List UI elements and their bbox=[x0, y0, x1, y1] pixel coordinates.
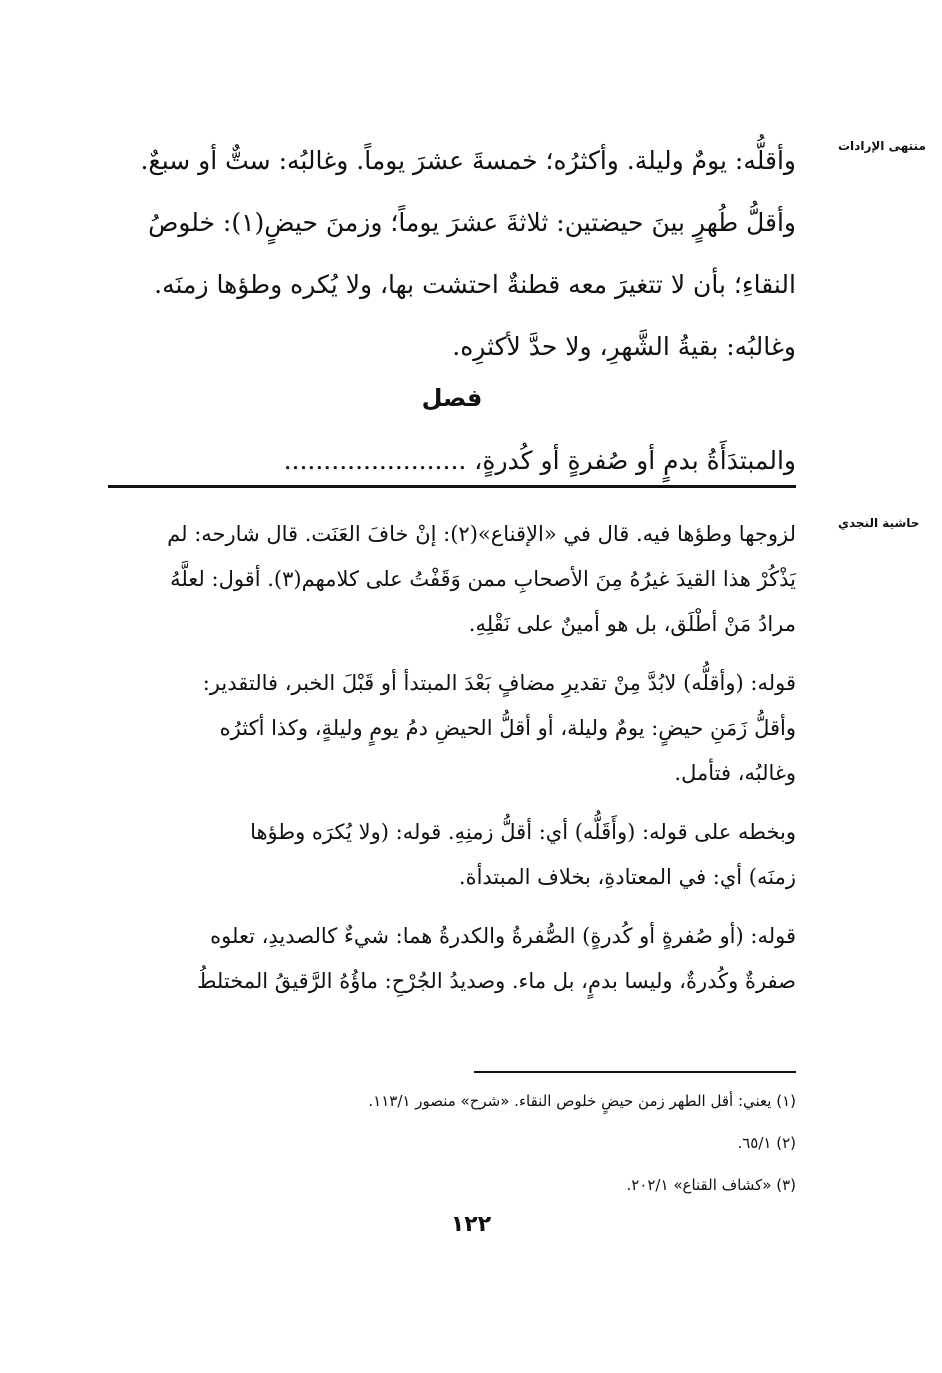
hashiya-paragraph bbox=[108, 914, 796, 1004]
hashiya-line: لزوجها وطؤها فيه. قال في «الإقناع»(٢): إنْ خافَ العَنَت. قال شارحه: لم bbox=[167, 522, 796, 546]
footnote: (٣) «كشاف القناع» ٢٠٢/١. bbox=[626, 1176, 796, 1194]
hashiya-paragraph bbox=[108, 661, 796, 796]
hashiya-paragraph bbox=[108, 512, 796, 647]
hashiya-line: وبخطه على قوله: (وأَقَلُّه) أي: أقلُّ زمنِهِ. قوله: (ولا يُكرَه وطؤها bbox=[250, 820, 796, 844]
matn-line: وغالبُه: بقيةُ الشَّهرِ، ولا حدَّ لأكثرِه. bbox=[452, 332, 796, 361]
matn-line: وأقلُّه: يومٌ وليلة. وأكثرُه؛ خمسةَ عشرَ يوماً. وغالبُه: ستٌّ أو سبعٌ. bbox=[140, 146, 796, 175]
hashiya-line: قوله: (أو صُفرةٍ أو كُدرةٍ) الصُّفرةُ والكدرةُ هما: شيءٌ كالصديدِ، تعلوه bbox=[210, 924, 796, 948]
hashiya-line: قوله: (وأقلُّه) لابُدَّ مِنْ تقديرِ مضافٍ بَعْدَ المبتدأ أو قَبْلَ الخبر، فالتقدير: bbox=[202, 671, 796, 695]
section-divider bbox=[108, 485, 796, 488]
matn-line: والمبتدَأَةُ بدمٍ أو صُفرةٍ أو كُدرةٍ، ....................... bbox=[283, 446, 796, 475]
matn-text bbox=[108, 130, 796, 378]
hashiya-paragraph bbox=[108, 810, 796, 900]
matn-line: النقاءِ؛ بأن لا تتغيرَ معه قطنةٌ احتشت بها، ولا يُكره وطؤها زمنَه. bbox=[154, 270, 796, 299]
hashiya-line: صفرةٌ وكُدرةٌ، وليسا بدمٍ، بل ماء. وصديدُ الجُرْحِ: ماؤُهُ الرَّقيقُ المختلطُ bbox=[196, 969, 796, 993]
hashiya-line: زمنَه) أي: في المعتادةِ، بخلاف المبتدأة. bbox=[458, 865, 796, 889]
hashiya-line: وأقلُّ زَمَنِ حيضٍ: يومٌ وليلة، أو أقلُّ الحيضِ دمُ يومٍ وليلةٍ، وكذا أكثرُه bbox=[219, 716, 796, 740]
footnote: (١) يعني: أقل الطهر زمن حيضٍ خلوص النقاء. «شرح» منصور ١١٣/١. bbox=[368, 1092, 796, 1110]
footnote-divider bbox=[474, 1071, 796, 1073]
footnote: (٢) ٦٥/١. bbox=[737, 1134, 796, 1152]
side-label-matn: منتهى الإرادات bbox=[838, 139, 926, 153]
section-heading: فصل bbox=[421, 384, 483, 412]
hashiya-line: وغالبُه، فتأمل. bbox=[674, 761, 796, 785]
footnotes bbox=[108, 1080, 796, 1206]
matn-line: وأقلُّ طُهرٍ بينَ حيضتين: ثلاثةَ عشرَ يوماً؛ وزمنَ حيضٍ(١): خلوصُ bbox=[148, 208, 796, 237]
hashiya-text bbox=[108, 512, 796, 1004]
hashiya-line: يَذْكُرْ هذا القيدَ غيرُهُ مِنَ الأصحابِ ممن وَقَفْتُ على كلامهم(٣). أقول: لعلَّهُ bbox=[170, 567, 796, 591]
hashiya-line: مرادُ مَنْ أطْلَق، بل هو أمينٌ على نَقْلِهِ. bbox=[468, 612, 796, 636]
page-number: ١٢٢ bbox=[450, 1212, 492, 1237]
side-label-hashiya: حاشية النجدي bbox=[838, 516, 920, 530]
